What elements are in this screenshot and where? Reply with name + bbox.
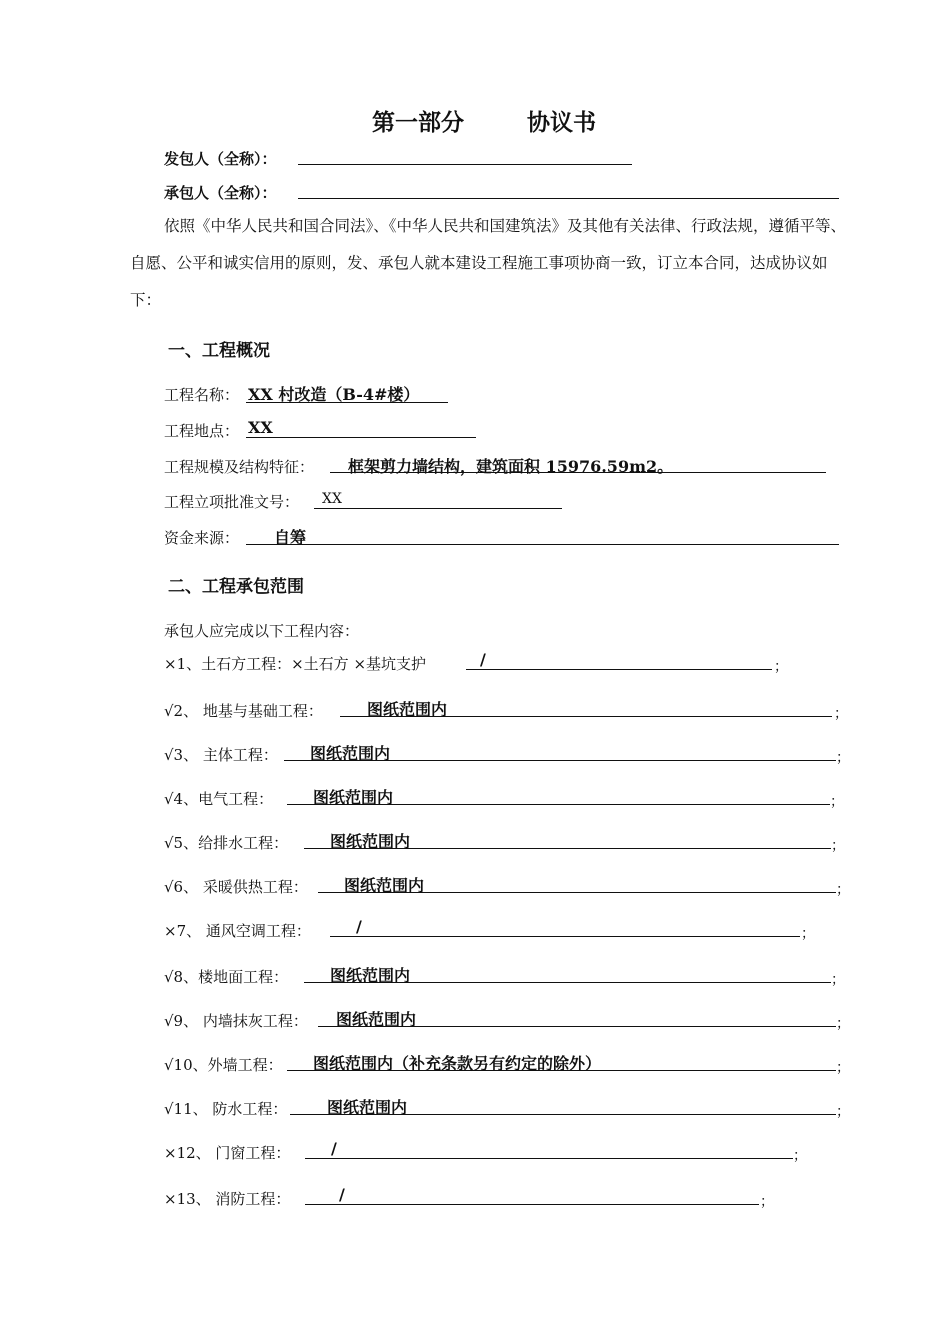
scope-item-label: √6、 采暖供热工程：: [164, 878, 308, 896]
scope-item-value: 图纸范围内: [327, 1098, 408, 1117]
scope-item-label: ×1、土石方工程：×土石方 ×基坑支护: [164, 655, 427, 673]
location-field[interactable]: [246, 437, 476, 438]
scope-item-label: √8、楼地面工程：: [164, 968, 289, 986]
scope-item-value: 图纸范围内: [310, 744, 391, 763]
contractor-name-field[interactable]: [298, 198, 839, 199]
scope-item-end: ；: [760, 1194, 774, 1210]
scope-item-label: √2、 地基与基础工程：: [164, 702, 323, 720]
scope-item-end: ；: [836, 1016, 850, 1032]
scope-item-end: ；: [831, 838, 845, 854]
scope-item-field[interactable]: [305, 1158, 793, 1159]
scope-item-value: /: [480, 650, 486, 669]
scope-item-value: /: [339, 1185, 345, 1204]
scope-item-label: √9、 内墙抹灰工程：: [164, 1012, 308, 1030]
funding-source-field[interactable]: [246, 544, 839, 545]
scope-item-label: ×13、 消防工程：: [164, 1190, 291, 1208]
scope-item-end: ；: [831, 972, 845, 988]
scope-item-end: ；: [836, 1104, 850, 1120]
scope-item-end: ；: [836, 1060, 850, 1076]
document-title-name: 协议书: [527, 110, 596, 136]
scope-item-end: ；: [834, 706, 848, 722]
scope-item-value: 图纸范围内: [336, 1010, 417, 1029]
employer-name-field[interactable]: [298, 164, 632, 165]
scope-item-end: ；: [801, 926, 815, 942]
scope-item-end: ；: [793, 1148, 807, 1164]
scope-item-value: 图纸范围内: [344, 876, 425, 895]
scope-item-value: /: [356, 917, 362, 936]
scope-item-label: √5、给排水工程：: [164, 834, 289, 852]
project-name-value: XX 村改造（B-4#楼）: [248, 385, 420, 404]
section2-heading: 二、工程承包范围: [168, 577, 304, 597]
scope-item-field[interactable]: [466, 669, 772, 670]
scale-structure-value: 框架剪力墙结构，建筑面积 15976.59m2。: [348, 457, 674, 476]
location-value: XX: [248, 418, 273, 437]
intro-paragraph: 依照《中华人民共和国合同法》、《中华人民共和国建筑法》及其他有关法律、行政法规，遵循平等、自愿、公平和诚实信用的原则，发、承包人就本建设工程施工事项协商一致，订立本合同，达成协议如下：: [130, 217, 847, 309]
document-title-part: 第一部分: [372, 110, 464, 136]
approval-number-value: XX: [322, 491, 342, 507]
section1-heading: 一、工程概况: [168, 341, 270, 361]
scope-item-label: ×12、 门窗工程：: [164, 1144, 291, 1162]
scope-item-value: /: [331, 1139, 337, 1158]
approval-number-field[interactable]: [314, 508, 562, 509]
field-label-location: 工程地点：: [164, 422, 240, 440]
field-label-project-name: 工程名称：: [164, 386, 240, 404]
scope-item-value: 图纸范围内: [330, 832, 411, 851]
scope-item-label: √11、 防水工程：: [164, 1100, 288, 1118]
employer-label: 发包人（全称）：: [164, 150, 277, 168]
field-label-funding-source: 资金来源：: [164, 529, 240, 547]
scope-item-value: 图纸范围内（补充条款另有约定的除外）: [313, 1054, 602, 1073]
scope-item-value: 图纸范围内: [313, 788, 394, 807]
scope-item-value: 图纸范围内: [330, 966, 411, 985]
scope-item-field[interactable]: [305, 1204, 759, 1205]
section2-intro: 承包人应完成以下工程内容：: [164, 622, 360, 640]
field-label-scale-structure: 工程规模及结构特征：: [164, 458, 315, 476]
scope-item-end: ；: [830, 794, 844, 810]
scope-item-field[interactable]: [330, 936, 800, 937]
contractor-label: 承包人（全称）：: [164, 184, 277, 202]
scope-item-end: ；: [836, 750, 850, 766]
scope-item-label: ×7、 通风空调工程：: [164, 922, 311, 940]
scope-item-value: 图纸范围内: [367, 700, 448, 719]
field-label-approval-number: 工程立项批准文号：: [164, 493, 300, 511]
scope-item-end: ；: [836, 882, 850, 898]
scope-item-end: ；: [774, 659, 788, 675]
scope-item-label: √3、 主体工程：: [164, 746, 278, 764]
funding-source-value: 自筹: [274, 528, 307, 547]
scope-item-label: √4、电气工程：: [164, 790, 274, 808]
scope-item-label: √10、外墙工程：: [164, 1056, 283, 1074]
